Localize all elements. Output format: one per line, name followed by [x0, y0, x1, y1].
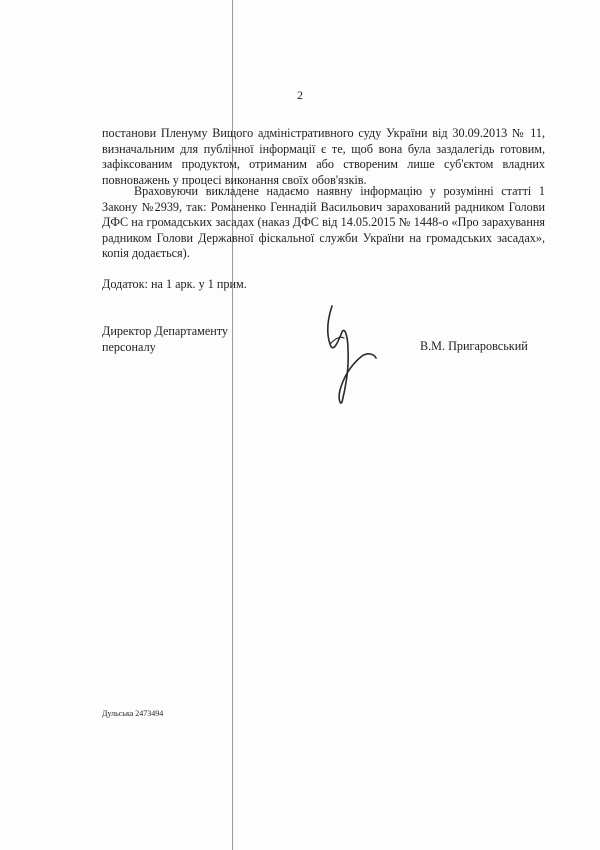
paragraph-information-response: Враховуючи викладене надаємо наявну інформацію у розумінні статті 1 Закону №2939, так: Романенко Геннадій Васильович зарахований радником Голови ДФС на громадських засадах (наказ ДФС від 14.05.2015 № 1448-о «Про зарахування радником Голови Державної фіскальної служби України на громадських засадах», копія додається). [102, 184, 545, 261]
signatory-title-line1: Директор Департаменту [102, 324, 229, 338]
attachment-note: Додаток: на 1 арк. у 1 прим. [102, 277, 247, 291]
signatory-title-line2: персоналу [102, 339, 156, 354]
paragraph-legal-reference: постанови Пленуму Вищого адміністративного суду України від 30.09.2013 № 11, визначальним для публічної інформації є те, щоб вона була заздалегідь готовим, зафіксованим продуктом, отриманим або створеним лише суб'єктом владних повноважень у процесі виконання своїх обов'язків. [102, 126, 545, 187]
page-number: 2 [297, 88, 303, 102]
executor-contact: Дульська 2473494 [102, 709, 164, 718]
signatory-name: В.М. Пригаровський [420, 339, 528, 353]
signatory-title [102, 324, 228, 355]
handwritten-signature [318, 298, 378, 408]
